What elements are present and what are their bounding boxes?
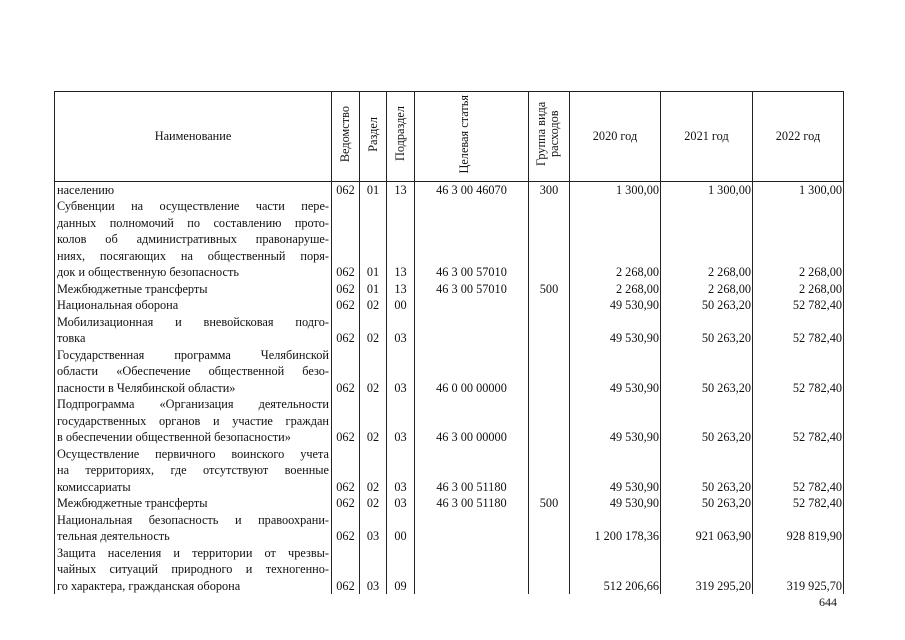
row-razdel: 01 bbox=[360, 281, 387, 298]
row-vedomstvo: 062 bbox=[332, 281, 360, 298]
row-value-2021: 50 263,20 bbox=[661, 396, 753, 446]
row-name bbox=[55, 495, 332, 512]
page-number: 644 bbox=[819, 595, 837, 609]
row-name-line: в обеспечении общественной безопасности» bbox=[57, 430, 291, 444]
row-value-2021: 1 300,00 bbox=[661, 181, 753, 198]
row-name-line: Осуществление первичного воинского учета bbox=[57, 446, 329, 461]
row-vedomstvo: 062 bbox=[332, 446, 360, 496]
row-name-line: товка bbox=[57, 331, 86, 345]
row-gruppa bbox=[529, 198, 570, 281]
row-vedomstvo: 062 bbox=[332, 512, 360, 545]
row-podrazdel: 03 bbox=[387, 495, 415, 512]
header-2020: 2020 год bbox=[570, 92, 661, 182]
row-value-2021: 50 263,20 bbox=[661, 495, 753, 512]
row-name bbox=[55, 512, 332, 545]
row-podrazdel: 13 bbox=[387, 198, 415, 281]
row-celevaya-statya bbox=[415, 545, 529, 595]
row-gruppa bbox=[529, 314, 570, 347]
row-gruppa bbox=[529, 297, 570, 314]
row-vedomstvo: 062 bbox=[332, 347, 360, 397]
row-value-2020: 2 268,00 bbox=[570, 198, 661, 281]
row-celevaya-statya: 46 3 00 57010 bbox=[415, 198, 529, 281]
row-name-line: населению bbox=[57, 182, 115, 197]
row-vedomstvo: 062 bbox=[332, 198, 360, 281]
row-celevaya-statya bbox=[415, 314, 529, 347]
row-value-2022: 319 925,70 bbox=[753, 545, 844, 595]
row-name bbox=[55, 446, 332, 496]
row-gruppa bbox=[529, 396, 570, 446]
header-vedomstvo: Ведомство bbox=[332, 92, 360, 182]
row-name-line: области «Обеспечение общественной безо- bbox=[57, 364, 329, 378]
row-name bbox=[55, 396, 332, 446]
row-value-2021: 50 263,20 bbox=[661, 314, 753, 347]
header-2021: 2021 год bbox=[661, 92, 753, 182]
table-header-row bbox=[55, 92, 844, 182]
row-gruppa bbox=[529, 512, 570, 545]
row-value-2022: 52 782,40 bbox=[753, 396, 844, 446]
row-gruppa: 300 bbox=[529, 181, 570, 198]
row-name-line: пасности в Челябинской области» bbox=[57, 380, 236, 395]
row-value-2021: 50 263,20 bbox=[661, 297, 753, 314]
header-razdel: Раздел bbox=[360, 92, 387, 182]
row-razdel: 03 bbox=[360, 545, 387, 595]
row-name-line: го характера, гражданская оборона bbox=[57, 578, 241, 593]
row-podrazdel: 13 bbox=[387, 181, 415, 198]
header-2022: 2022 год bbox=[753, 92, 844, 182]
row-celevaya-statya bbox=[415, 297, 529, 314]
row-razdel: 03 bbox=[360, 512, 387, 545]
row-razdel: 02 bbox=[360, 495, 387, 512]
row-name-line: комиссариаты bbox=[57, 479, 131, 494]
row-value-2020: 49 530,90 bbox=[570, 297, 661, 314]
row-name-line: на территориях, где отсутствуют военные bbox=[57, 463, 329, 477]
row-value-2021: 50 263,20 bbox=[661, 347, 753, 397]
table-row bbox=[55, 281, 844, 298]
row-name-line: государственных органов и участие граждан bbox=[57, 413, 329, 428]
row-razdel: 02 bbox=[360, 314, 387, 347]
row-podrazdel: 09 bbox=[387, 545, 415, 595]
row-name-line: Межбюджетные трансферты bbox=[57, 281, 208, 296]
row-value-2020: 49 530,90 bbox=[570, 446, 661, 496]
row-gruppa: 500 bbox=[529, 281, 570, 298]
row-podrazdel: 00 bbox=[387, 512, 415, 545]
row-value-2020: 1 200 178,36 bbox=[570, 512, 661, 545]
row-name-line: чайных ситуаций природного и техногенно- bbox=[57, 562, 329, 576]
row-value-2021: 50 263,20 bbox=[661, 446, 753, 496]
row-name-line: Государственная программа Челябинской bbox=[57, 347, 329, 362]
row-value-2022: 52 782,40 bbox=[753, 446, 844, 496]
row-name bbox=[55, 347, 332, 397]
header-gruppa-vida-rashodov: Группа вида расходов bbox=[529, 92, 570, 182]
table-body bbox=[55, 181, 844, 594]
row-vedomstvo: 062 bbox=[332, 396, 360, 446]
row-value-2022: 2 268,00 bbox=[753, 198, 844, 281]
row-razdel: 02 bbox=[360, 347, 387, 397]
row-vedomstvo: 062 bbox=[332, 314, 360, 347]
row-vedomstvo: 062 bbox=[332, 297, 360, 314]
table-row bbox=[55, 198, 844, 281]
row-value-2022: 52 782,40 bbox=[753, 495, 844, 512]
table-row bbox=[55, 446, 844, 496]
row-value-2022: 52 782,40 bbox=[753, 347, 844, 397]
row-razdel: 02 bbox=[360, 446, 387, 496]
row-razdel: 01 bbox=[360, 181, 387, 198]
table-row bbox=[55, 297, 844, 314]
row-value-2020: 512 206,66 bbox=[570, 545, 661, 595]
row-value-2020: 49 530,90 bbox=[570, 396, 661, 446]
row-podrazdel: 03 bbox=[387, 314, 415, 347]
row-name-line: колов об административных правонаруше- bbox=[57, 232, 329, 246]
header-podrazdel: Подраздел bbox=[387, 92, 415, 182]
row-value-2020: 2 268,00 bbox=[570, 281, 661, 298]
row-celevaya-statya bbox=[415, 512, 529, 545]
row-value-2022: 52 782,40 bbox=[753, 314, 844, 347]
row-razdel: 02 bbox=[360, 396, 387, 446]
row-vedomstvo: 062 bbox=[332, 181, 360, 198]
row-celevaya-statya: 46 3 00 46070 bbox=[415, 181, 529, 198]
table-row bbox=[55, 314, 844, 347]
row-value-2020: 1 300,00 bbox=[570, 181, 661, 198]
row-value-2021: 2 268,00 bbox=[661, 281, 753, 298]
table-row bbox=[55, 347, 844, 397]
row-podrazdel: 13 bbox=[387, 281, 415, 298]
row-name bbox=[55, 545, 332, 595]
row-name-line: Субвенции на осуществление части пере- bbox=[57, 199, 329, 213]
row-celevaya-statya: 46 3 00 00000 bbox=[415, 396, 529, 446]
row-name-line: ниях, посягающих на общественный поря- bbox=[57, 248, 329, 263]
row-value-2022: 2 268,00 bbox=[753, 281, 844, 298]
budget-table bbox=[54, 91, 844, 594]
row-podrazdel: 03 bbox=[387, 446, 415, 496]
row-value-2022: 52 782,40 bbox=[753, 297, 844, 314]
header-name: Наименование bbox=[55, 92, 332, 182]
row-name-line: Межбюджетные трансферты bbox=[57, 496, 208, 510]
row-value-2020: 49 530,90 bbox=[570, 314, 661, 347]
row-value-2020: 49 530,90 bbox=[570, 347, 661, 397]
row-razdel: 02 bbox=[360, 297, 387, 314]
row-name bbox=[55, 281, 332, 298]
row-name-line: Национальная безопасность и правоохрани- bbox=[57, 512, 329, 527]
row-name-line: Национальная оборона bbox=[57, 298, 179, 312]
row-name bbox=[55, 198, 332, 281]
row-name bbox=[55, 297, 332, 314]
header-celevaya-statya: Целевая статья bbox=[415, 92, 529, 182]
row-podrazdel: 03 bbox=[387, 347, 415, 397]
row-razdel: 01 bbox=[360, 198, 387, 281]
table-row bbox=[55, 512, 844, 545]
table-row bbox=[55, 181, 844, 198]
row-name bbox=[55, 314, 332, 347]
row-value-2021: 319 295,20 bbox=[661, 545, 753, 595]
row-celevaya-statya: 46 3 00 57010 bbox=[415, 281, 529, 298]
row-name-line: док и общественную безопасность bbox=[57, 265, 239, 279]
row-name-line: Подпрограмма «Организация деятельности bbox=[57, 397, 329, 411]
table-row bbox=[55, 396, 844, 446]
row-value-2021: 2 268,00 bbox=[661, 198, 753, 281]
row-gruppa bbox=[529, 347, 570, 397]
row-value-2022: 928 819,90 bbox=[753, 512, 844, 545]
row-celevaya-statya: 46 3 00 51180 bbox=[415, 495, 529, 512]
row-vedomstvo: 062 bbox=[332, 495, 360, 512]
budget-table-sheet bbox=[54, 91, 843, 593]
row-podrazdel: 00 bbox=[387, 297, 415, 314]
table-row bbox=[55, 495, 844, 512]
table-row bbox=[55, 545, 844, 595]
row-podrazdel: 03 bbox=[387, 396, 415, 446]
row-name-line: Мобилизационная и вневойсковая подго- bbox=[57, 314, 329, 329]
row-celevaya-statya: 46 0 00 00000 bbox=[415, 347, 529, 397]
row-vedomstvo: 062 bbox=[332, 545, 360, 595]
row-name-line: тельная деятельность bbox=[57, 529, 170, 543]
row-gruppa bbox=[529, 545, 570, 595]
row-value-2022: 1 300,00 bbox=[753, 181, 844, 198]
row-gruppa: 500 bbox=[529, 495, 570, 512]
row-name-line: данных полномочий по составлению прото- bbox=[57, 215, 329, 230]
row-value-2020: 49 530,90 bbox=[570, 495, 661, 512]
row-name-line: Защита населения и территории от чрезвы- bbox=[57, 545, 329, 560]
row-value-2021: 921 063,90 bbox=[661, 512, 753, 545]
row-gruppa bbox=[529, 446, 570, 496]
row-name bbox=[55, 181, 332, 198]
row-celevaya-statya: 46 3 00 51180 bbox=[415, 446, 529, 496]
